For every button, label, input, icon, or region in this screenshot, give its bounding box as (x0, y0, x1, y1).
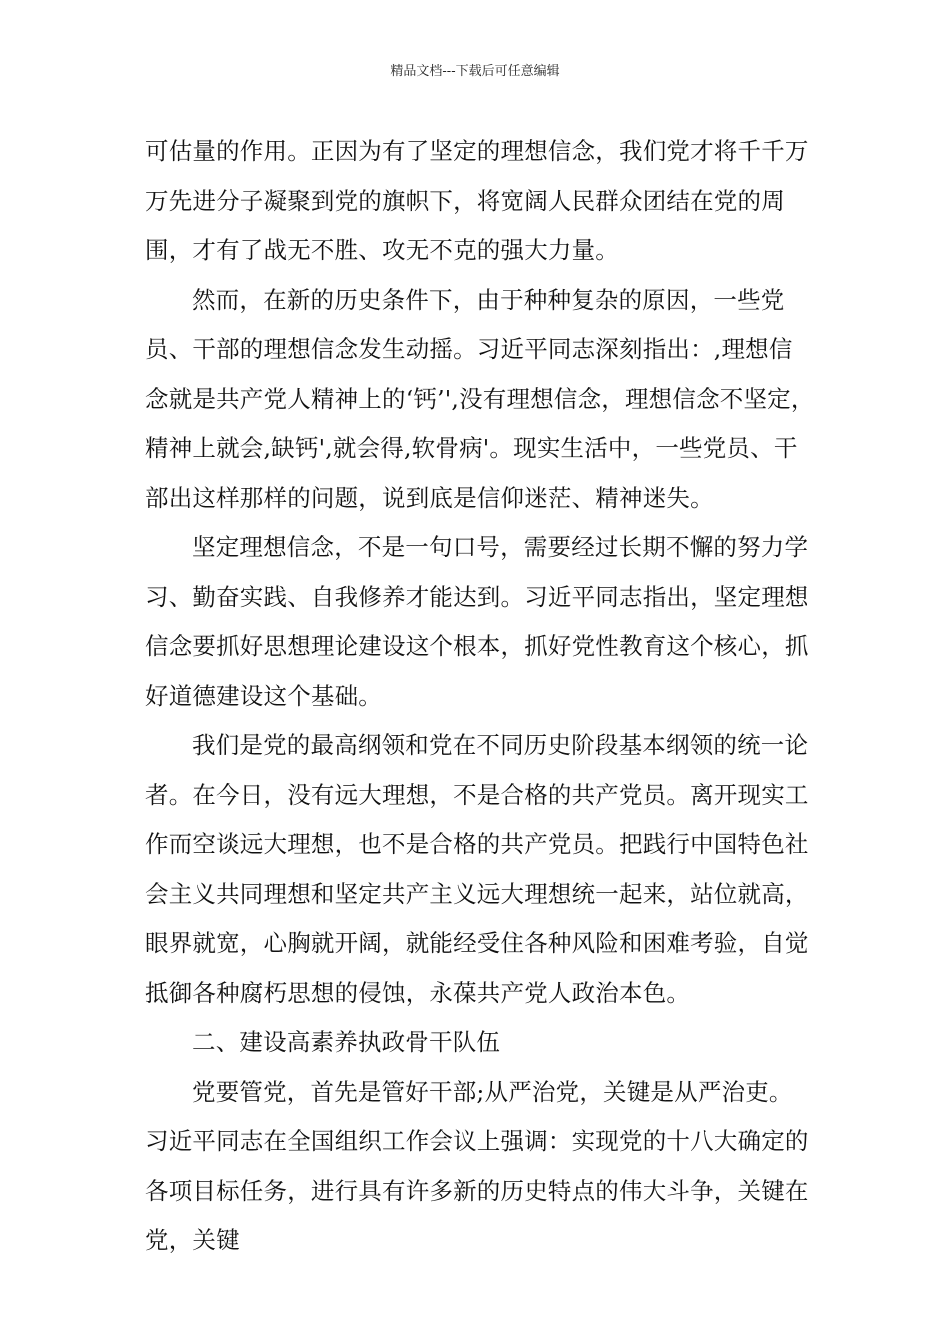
document-body (145, 127, 815, 1266)
paragraph: 党要管党，首先是管好干部;从严治党，关键是从严治吏。习近平同志在全国组织工作会议上强调：实现党的十八大确定的各项目标任务，进行具有许多新的历史特点的伟大斗争，关键在党，关键 (145, 1077, 809, 1254)
paragraph: 坚定理想信念，不是一句口号，需要经过长期不懈的努力学习、勤奋实践、自我修养才能达到。习近平同志指出，坚定理想信念要抓好思想理论建设这个根本，抓好党性教育这个核心，抓好道德建设这个基础。 (145, 533, 809, 710)
paragraph: 我们是党的最高纲领和党在不同历史阶段基本纲领的统一论者。在今日，没有远大理想，不是合格的共产党员。离开现实工作而空谈远大理想，也不是合格的共产党员。把践行中国特色社会主义共同理想和坚定共产主义远大理想统一起来，站位就高，眼界就宽，心胸就开阔，就能经受住各种风险和困难考验，自觉抵御各种腐朽思想的侵蚀，永葆共产党人政治本色。 (145, 731, 809, 1007)
paragraph-continued: 可估量的作用。正因为有了坚定的理想信念，我们党才将千千万万先进分子凝聚到党的旗帜下，将宽阔人民群众团结在党的周围，才有了战无不胜、攻无不克的强大力量。 (145, 137, 809, 264)
paragraph: 然而，在新的历史条件下，由于种种复杂的原因，一些党员、干部的理想信念发生动摇。习近平同志深刻指出：,理想信念就是共产党人精神上的‘钙’',没有理想信念，理想信念不坚定，精神上就会,缺钙',就会得,软骨病'。现实生活中，一些党员、干部出这样那样的问题，说到底是信仰迷茫、精神迷失。 (145, 285, 815, 512)
section-heading: 二、建设高素养执政骨干队伍 (192, 1028, 501, 1056)
page-header: 精品文档---下载后可任意编辑 (390, 64, 560, 79)
